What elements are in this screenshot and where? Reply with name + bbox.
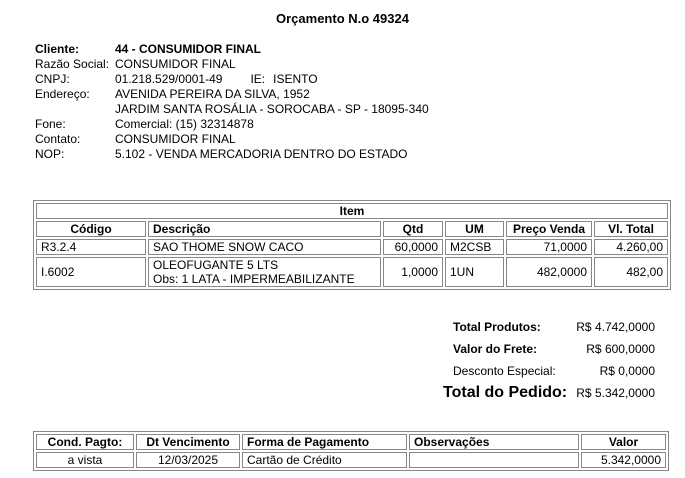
client-field-cnpj bbox=[35, 72, 429, 87]
endereco-value-line1: AVENIDA PEREIRA DA SILVA, 1952 bbox=[115, 87, 310, 101]
item-table-caption: Item bbox=[36, 203, 668, 219]
cell-observacoes bbox=[409, 452, 579, 468]
cell-qtd: 60,0000 bbox=[383, 239, 443, 255]
col-header-qtd: Qtd bbox=[383, 221, 443, 237]
cell-um: 1UN bbox=[445, 257, 504, 287]
total-pedido-row bbox=[443, 386, 655, 400]
cnpj-label: CNPJ: bbox=[35, 72, 70, 86]
col-header-descricao: Descrição bbox=[148, 221, 381, 237]
col-header-vl-total: Vl. Total bbox=[594, 221, 668, 237]
cell-cond-pagto: a vista bbox=[36, 452, 134, 468]
col-header-forma-pagamento: Forma de Pagamento bbox=[242, 434, 407, 450]
cell-vl-total: 482,00 bbox=[594, 257, 668, 287]
client-field-endereco-line2 bbox=[35, 102, 429, 117]
razao-social-value: CONSUMIDOR FINAL bbox=[115, 57, 236, 71]
col-header-cond-pagto: Cond. Pagto: bbox=[36, 434, 134, 450]
descricao-line1: OLEOFUGANTE 5 LTS bbox=[153, 258, 279, 272]
ie-label: IE: bbox=[250, 72, 266, 86]
nop-value: 5.102 - VENDA MERCADORIA DENTRO DO ESTADO bbox=[115, 147, 408, 161]
desconto-especial-row bbox=[443, 364, 655, 378]
cell-descricao: SAO THOME SNOW CACO bbox=[148, 239, 381, 255]
cell-dt-vencimento: 12/03/2025 bbox=[136, 452, 240, 468]
totals-block bbox=[443, 320, 655, 408]
col-header-um: UM bbox=[445, 221, 504, 237]
nop-label: NOP: bbox=[35, 147, 65, 161]
cnpj-value: 01.218.529/0001-49 bbox=[115, 72, 223, 86]
table-row bbox=[36, 257, 668, 287]
cell-valor: 5.342,0000 bbox=[581, 452, 666, 468]
total-produtos-label: Total Produtos: bbox=[453, 320, 541, 334]
valor-frete-row bbox=[443, 342, 655, 356]
descricao-obs-line: Obs: 1 LATA - IMPERMEABILIZANTE bbox=[153, 272, 355, 286]
fone-label: Fone: bbox=[35, 117, 66, 131]
cell-forma-pagamento: Cartão de Crédito bbox=[242, 452, 407, 468]
col-header-preco-venda: Preço Venda bbox=[506, 221, 592, 237]
page-title: Orçamento N.o 49324 bbox=[276, 11, 409, 26]
client-field-razao-social bbox=[35, 57, 429, 72]
cliente-value: 44 - CONSUMIDOR FINAL bbox=[115, 42, 262, 56]
ie-value: ISENTO bbox=[273, 72, 318, 86]
fone-value: Comercial: (15) 32314878 bbox=[115, 117, 254, 131]
valor-frete-value: R$ 600,0000 bbox=[586, 342, 655, 356]
cell-vl-total: 4.260,00 bbox=[594, 239, 668, 255]
client-field-fone bbox=[35, 117, 429, 132]
item-table-caption-row bbox=[36, 203, 668, 219]
cell-um: M2CSB bbox=[445, 239, 504, 255]
cell-preco-venda: 71,0000 bbox=[506, 239, 592, 255]
client-field-endereco bbox=[35, 87, 429, 102]
contato-value: CONSUMIDOR FINAL bbox=[115, 132, 236, 146]
col-header-dt-vencimento: Dt Vencimento bbox=[136, 434, 240, 450]
client-info-block bbox=[35, 42, 429, 162]
payment-table bbox=[33, 431, 669, 471]
cell-codigo: I.6002 bbox=[36, 257, 146, 287]
total-produtos-value: R$ 4.742,0000 bbox=[576, 320, 655, 334]
endereco-label-spacer bbox=[35, 102, 115, 117]
razao-social-label: Razão Social: bbox=[35, 57, 110, 71]
item-table bbox=[33, 200, 671, 290]
desconto-especial-label: Desconto Especial: bbox=[453, 364, 556, 378]
col-header-valor: Valor bbox=[581, 434, 666, 450]
table-row bbox=[36, 452, 666, 468]
total-pedido-label: Total do Pedido: bbox=[443, 384, 568, 401]
total-produtos-row bbox=[443, 320, 655, 334]
desconto-especial-value: R$ 0,0000 bbox=[599, 364, 655, 378]
client-field-nop bbox=[35, 147, 429, 162]
cell-codigo: R3.2.4 bbox=[36, 239, 146, 255]
col-header-observacoes: Observações bbox=[409, 434, 579, 450]
client-field-contato bbox=[35, 132, 429, 147]
endereco-value-line2: JARDIM SANTA ROSÁLIA - SOROCABA - SP - 18095-340 bbox=[115, 102, 429, 116]
contato-label: Contato: bbox=[35, 132, 81, 146]
cell-qtd: 1,0000 bbox=[383, 257, 443, 287]
cliente-label: Cliente: bbox=[35, 42, 80, 56]
valor-frete-label: Valor do Frete: bbox=[453, 342, 538, 356]
payment-table-header-row bbox=[36, 434, 666, 450]
cell-descricao bbox=[148, 257, 381, 287]
item-table-header-row bbox=[36, 221, 668, 237]
table-row bbox=[36, 239, 668, 255]
col-header-codigo: Código bbox=[36, 221, 146, 237]
cell-preco-venda: 482,0000 bbox=[506, 257, 592, 287]
endereco-label: Endereço: bbox=[35, 87, 90, 101]
client-field-cliente bbox=[35, 42, 429, 57]
total-pedido-value: R$ 5.342,0000 bbox=[576, 386, 655, 400]
